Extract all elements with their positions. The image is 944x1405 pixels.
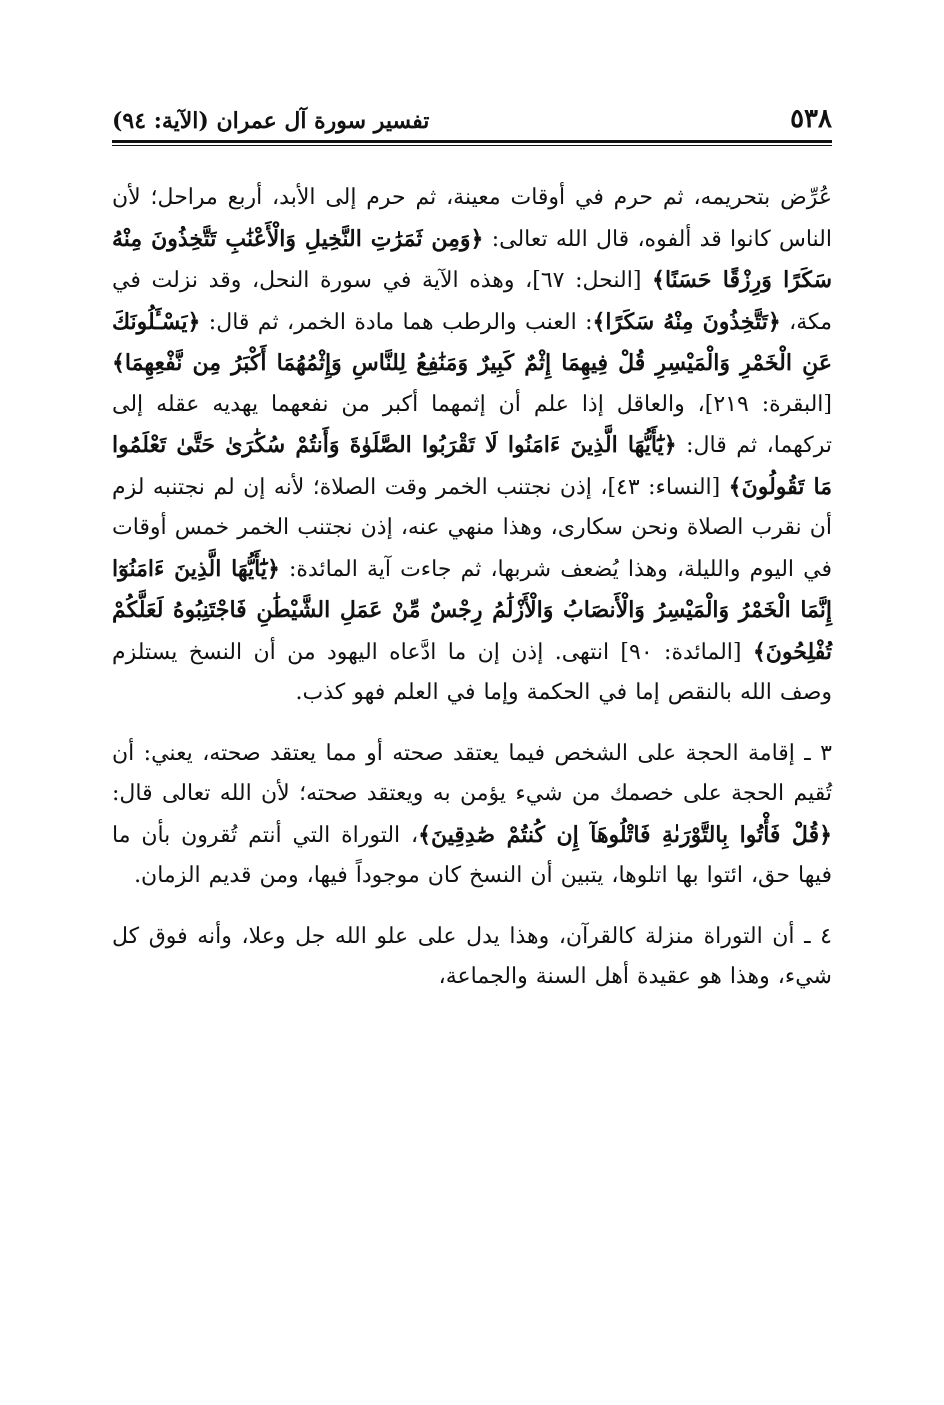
quran-verse: ﴿وَمِن ثَمَرَٰتِ النَّخِيلِ وَالْأَعْنَٰبِ تَتَّخِذُونَ مِنْهُ سَكَرًا وَرِزْقًا حَسَنًا﴾ (112, 225, 832, 293)
quran-verse: ﴿يَٰٓأَيُّهَا الَّذِينَ ءَامَنُوا لَا تَقْرَبُوا الصَّلَوٰةَ وَأَنتُمْ سُكَٰرَىٰ حَتَّىٰ تَعْلَمُوا مَا تَقُولُونَ﴾ (112, 432, 832, 500)
quran-verse: ﴿يَٰٓأَيُّهَا الَّذِينَ ءَامَنُوٓا إِنَّمَا الْخَمْرُ وَالْمَيْسِرُ وَالْأَنصَابُ وَالْأَزْلَٰمُ رِجْسٌ مِّنْ عَمَلِ الشَّيْطَٰنِ فَاجْتَنِبُوهُ لَعَلَّكُمْ تُفْلِحُونَ﴾ (112, 555, 833, 665)
text-segment: ٤ ـ أن التوراة منزلة كالقرآن، وهذا يدل على علو الله جل وعلا، وأنه فوق كل شيء، وهذا هو عقيدة أهل السنة والجماعة، (112, 923, 832, 989)
text-segment: ، التوراة التي أنتم تُقرون بأن ما فيها حق، ائتوا بها اتلوها، يتبين أن النسخ كان موجوداً فيها، ومن قديم الزمان. (112, 822, 832, 888)
text-segment: [البقرة: ٢١٩]، والعاقل إذا علم أن إثمهما أكبر من نفعهما يهديه عقله إلى تركهما، ثم قال: (112, 391, 833, 458)
text-segment: عُرِّض بتحريمه، ثم حرم في أوقات معينة، ثم حرم إلى الأبد، أربع مراحل؛ لأن الناس كانوا قد ألفوه، قال الله تعالى: (112, 185, 832, 252)
quran-verse: ﴿قُلْ فَأْتُوا بِالتَّوْرَىٰةِ فَاتْلُوهَآ إِن كُنتُمْ صَٰدِقِينَ﴾ (418, 821, 832, 848)
text-segment: ٣ ـ إقامة الحجة على الشخص فيما يعتقد صحته أو مما يعتقد صحته، يعني: أن تُقيم الحجة على خصمك من شيء يؤمن به ويعتقد صحته؛ لأن الله تعالى قال: (112, 740, 832, 806)
text-segment: [المائدة: ٩٠] انتهى. إذن إن ما ادَّعاه اليهود من أن النسخ يستلزم وصف الله بالنقص إما في الحكمة وإما في العلم فهو كذب. (112, 639, 832, 705)
running-title: تفسير سورة آل عمران (الآية: ٩٤) (112, 108, 430, 134)
paragraph (112, 734, 832, 897)
page-header (112, 90, 832, 134)
header-rule-thin (112, 145, 832, 146)
text-segment: [النحل: ٦٧]، وهذه الآية في سورة النحل، وقد نزلت في مكة، (112, 268, 832, 335)
text-segment: : العنب والرطب هما مادة الخمر، ثم قال: (200, 309, 593, 335)
book-page (112, 90, 832, 1390)
page-number: ٥٣٨ (790, 104, 832, 134)
quran-verse: ﴿تَتَّخِذُونَ مِنْهُ سَكَرًا﴾ (592, 308, 781, 335)
header-rule-thick (112, 140, 832, 143)
paragraph (112, 917, 832, 998)
text-segment: [النساء: ٤٣]، إذن نجتنب الخمر وقت الصلاة؛ لأنه إن لم نجتنبه لزم أن نقرب الصلاة ونحن سكارى، وهذا منهي عنه، إذن نجتنب الخمر خمس أوقات في اليوم والليلة، وهذا يُضعف شربها، ثم جاءت آية المائدة: (112, 474, 833, 582)
quran-verse: ﴿يَسْـَٔلُونَكَ عَنِ الْخَمْرِ وَالْمَيْسِرِ قُلْ فِيهِمَا إِثْمٌ كَبِيرٌ وَمَنَٰفِعُ لِلنَّاسِ وَإِثْمُهُمَا أَكْبَرُ مِن نَّفْعِهِمَا﴾ (112, 308, 832, 376)
page-body (112, 178, 832, 998)
paragraph (112, 178, 832, 714)
